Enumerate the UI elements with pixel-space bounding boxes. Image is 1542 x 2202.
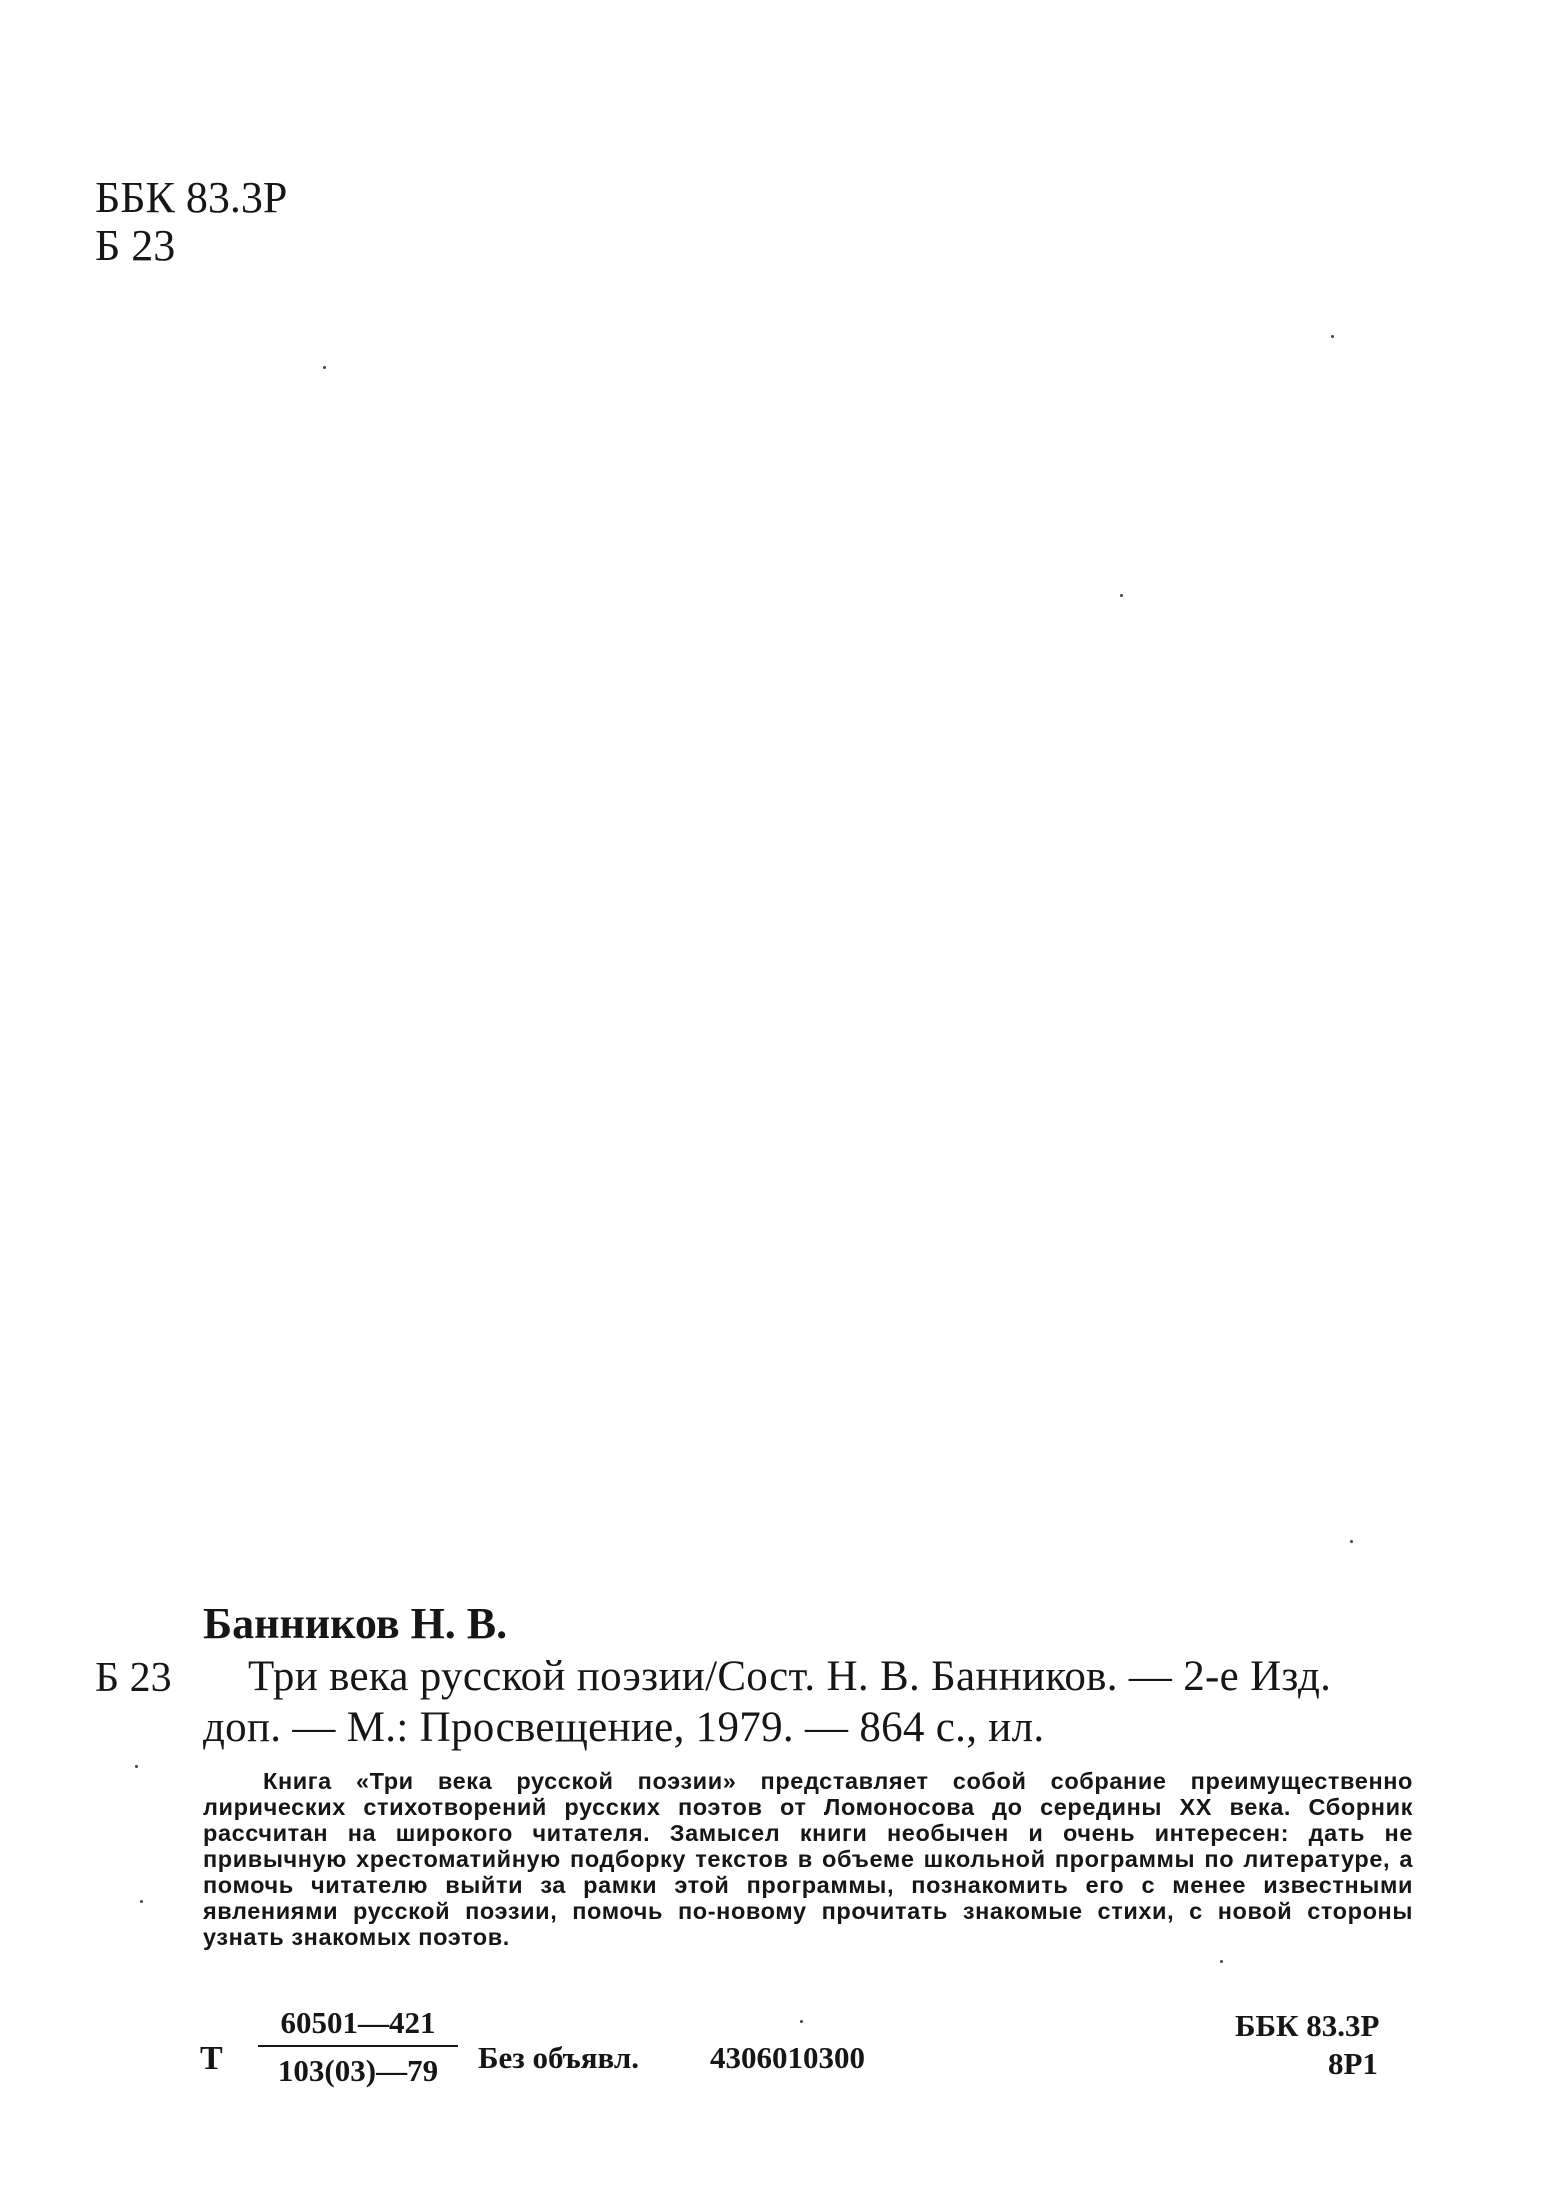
classification-block [95, 174, 287, 270]
speck [1331, 335, 1334, 338]
bbk-code-top: ББК 83.3Р [95, 173, 288, 222]
speck [323, 366, 326, 369]
author-name: Банников Н. В. [203, 1599, 508, 1648]
speck [135, 1765, 138, 1768]
speck [140, 1900, 143, 1903]
code-number: 4306010300 [710, 2040, 865, 2075]
author-index-top: Б 23 [95, 221, 176, 270]
bbk-code-bottom: ББК 83.3Р [1235, 2008, 1380, 2043]
author-index: Б 23 [95, 1655, 172, 1701]
speck [800, 2020, 803, 2023]
bbk-subcode: 8Р1 [1328, 2046, 1378, 2081]
title-line-2: доп. — М.: Просвещение, 1979. — 864 с., ил. [203, 1704, 1045, 1751]
fraction-bar [258, 2045, 458, 2047]
annotation-text: Книга «Три века русской поэзии» представляет собой собрание преимущественно лирических стихотворений русских поэтов от Ломоносова до середины XX века. Сборник рассчитан на широкого читателя. Замысел книги необычен и очень интересен: дать не привычную хрестоматийную подборку текстов в объеме школьной программы по литературе, а помочь читателю выйти за рамки этой программы, познакомить его с менее известными явлениями русской поэзии, помочь по-новому прочитать знакомые стихи, с новой стороны узнать знакомых поэтов. [203, 1768, 1413, 1950]
bbk-block-bottom [1235, 2007, 1379, 2083]
speck [1120, 594, 1123, 597]
fraction-denominator: 103(03)—79 [277, 2053, 439, 2088]
publication-fraction [258, 2005, 458, 2089]
no-announcement: Без объявл. [478, 2040, 640, 2075]
fraction-numerator: 60501—421 [280, 2005, 436, 2040]
title-line-1: Три века русской поэзии/Сост. Н. В. Банников. — 2-е Изд. [248, 1653, 1332, 1700]
speck [1220, 1960, 1223, 1963]
publication-letter: Т [200, 2040, 223, 2077]
speck [1350, 1540, 1353, 1543]
